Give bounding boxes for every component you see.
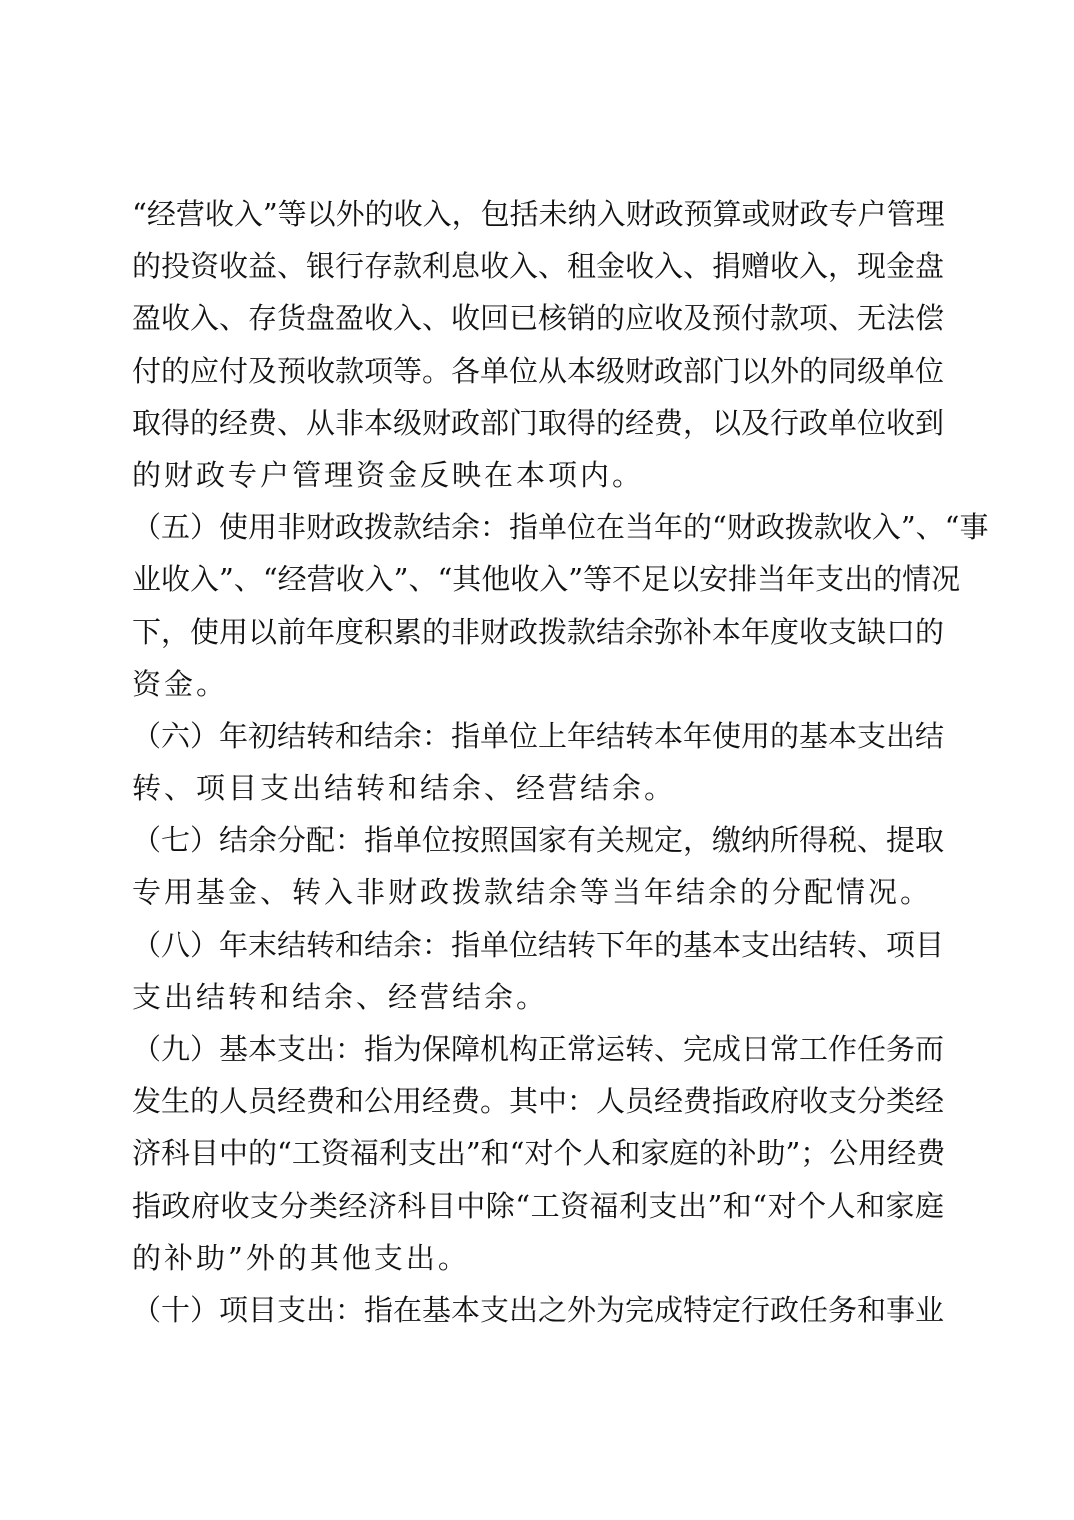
paragraph-item-6 [132, 710, 944, 814]
text-line: （六）年初结转和结余：指单位上年结转本年使用的基本支出结 [132, 718, 945, 753]
text-line: 资金。 [132, 666, 229, 701]
text-line: 发生的人员经费和公用经费。其中：人员经费指政府收支分类经 [132, 1084, 945, 1119]
text-line: 下，使用以前年度积累的非财政拨款结余弥补本年度收支缺口的 [132, 614, 945, 649]
text-line: “经营收入”等以外的收入，包括未纳入财政预算或财政专户管理 [132, 197, 945, 231]
paragraph-item-9 [132, 1023, 944, 1284]
text-line: 指政府收支分类经济科目中除“工资福利支出”和“对个人和家庭 [132, 1188, 944, 1223]
paragraph-item-8 [132, 919, 944, 1023]
text-line: 盈收入、存货盘盈收入、收回已核销的应收及预付款项、无法偿 [132, 301, 945, 336]
paragraph-item-5 [132, 501, 989, 710]
text-line: （八）年末结转和结余：指单位结转下年的基本支出结转、项目 [132, 927, 945, 962]
paragraph-item-10 [132, 1284, 944, 1336]
text-line: （十）项目支出：指在基本支出之外为完成特定行政任务和事业 [132, 1292, 945, 1327]
text-line: 的补助”外的其他支出。 [132, 1240, 470, 1275]
text-line: （七）结余分配：指单位按照国家有关规定，缴纳所得税、提取 [132, 823, 945, 858]
paragraph-other-income-continued [132, 188, 944, 501]
text-line: 转、项目支出结转和结余、经营结余。 [132, 771, 677, 806]
text-line: （九）基本支出：指为保障机构正常运转、完成日常工作任务而 [132, 1032, 945, 1066]
text-line: 付的应付及预收款项等。各单位从本级财政部门以外的同级单位 [132, 353, 945, 388]
text-line: 业收入”、“经营收入”、“其他收入”等不足以安排当年支出的情况 [132, 562, 961, 597]
text-line: 的财政专户管理资金反映在本项内。 [132, 457, 645, 492]
text-line: 取得的经费、从非本级财政部门取得的经费，以及行政单位收到 [132, 405, 945, 440]
text-line: （五）使用非财政拨款结余：指单位在当年的“财政拨款收入”、“事 [132, 510, 989, 545]
text-line: 的投资收益、银行存款利息收入、租金收入、捐赠收入，现金盘 [132, 249, 945, 284]
text-line: 济科目中的“工资福利支出”和“对个人和家庭的补助”；公用经费 [132, 1136, 946, 1171]
text-line: 专用基金、转入非财政拨款结余等当年结余的分配情况。 [132, 875, 933, 910]
document-body [132, 188, 989, 1336]
text-line: 支出结转和结余、经营结余。 [132, 979, 549, 1014]
paragraph-item-7 [132, 814, 944, 918]
